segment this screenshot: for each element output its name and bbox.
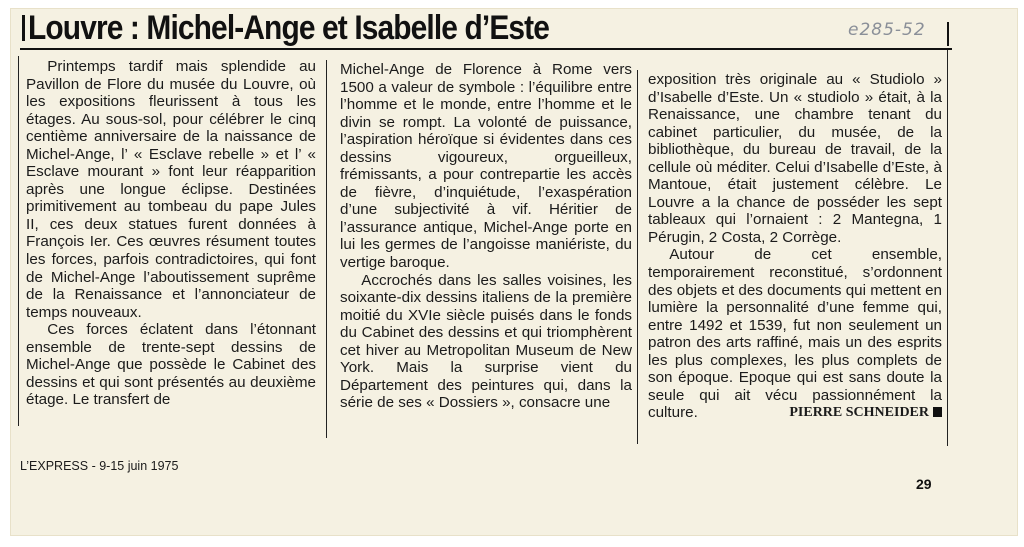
- column-rule-1: [326, 60, 327, 438]
- headline-right-bar: [947, 22, 949, 46]
- headline-left-bar: [22, 15, 25, 41]
- headline-rule: [20, 48, 952, 50]
- author-byline: [768, 404, 942, 422]
- article-paragraph: Ces forces éclatent dans l’étonnant ensemble de trente-sept dessins de Michel-Ange que possède le Cabinet des dessins et qui sont présentés au deuxième étage. Le transfert de: [26, 321, 316, 409]
- publication-source: L’EXPRESS - 9-15 juin 1975: [20, 459, 179, 473]
- column-rule-right: [947, 50, 948, 446]
- article-column-1: [26, 58, 316, 409]
- article-column-2: [340, 61, 632, 412]
- article-paragraph: Accrochés dans les salles voisines, les soixante-dix dessins italiens de la première moitié du XVIe siècle puisés dans le fonds du Cabinet des dessins et qui triomphèrent cet hiver au Metropolitan Museum de New York. Mais la surprise vient du Département des peintures qui, dans la série de ses « Dossiers », consacre une: [340, 271, 632, 412]
- column-rule-2: [637, 70, 638, 444]
- article-column-3: [648, 71, 942, 422]
- archive-reference-note: e285-52: [848, 20, 926, 40]
- author-name: PIERRE SCHNEIDER: [789, 405, 929, 421]
- page-number: 29: [916, 476, 932, 492]
- article-paragraph: [648, 246, 942, 421]
- article-paragraph: Michel-Ange de Florence à Rome vers 1500 a valeur de symbole : l’équilibre entre l’homme et le monde, entre l’homme et le divin se rompt. La volonté de puissance, l’aspiration héroïque si évidentes dans ces dessins vigoureux, orgueilleux, frémissants, a pour contrepartie les accès de fièvre, d’inquiétude, l’exaspération d’une subjectivité à vif. Héritier de l’assurance antique, Michel-Ange porte en lui les germes de l’angoisse maniériste, du vertige baroque.: [340, 61, 632, 272]
- article-paragraph: Printemps tardif mais splendide au Pavillon de Flore du musée du Louvre, où les expositions fleurissent à tous les étages. Au sous-sol, pour célébrer le cinq centième anniversaire de la naissance de Michel-Ange, l’ « Esclave rebelle » et l’ « Esclave mourant » font leur réapparition après une longue éclipse. Destinées primitivement au tombeau du pape Jules II, ces deux statues furent données à François Ier. Ces œuvres résument toutes les forces, parfois contradictoires, qui font de Michel-Ange l’aboutissement suprême de la Renaissance et l’annonciateur de temps nouveaux.: [26, 58, 316, 321]
- column-rule-left: [18, 56, 19, 426]
- article-paragraph: exposition très originale au « Studiolo » d’Isabelle d’Este. Un « studiolo » était, à la Renaissance, une chambre tenant du cabinet particulier, du musée, de la bibliothèque, du bureau de travail, de la cellule où méditer. Celui d’Isabelle d’Este, à Mantoue, était justement célèbre. Le Louvre a la chance de posséder les sept tableaux qui l’ornaient : 2 Mantegna, 1 Pérugin, 2 Costa, 2 Corrège.: [648, 71, 942, 246]
- end-mark-square-icon: [933, 407, 942, 417]
- article-paragraph-text: Autour de cet ensemble, temporairement reconstitué, s’ordonnent des objets et des documents qui mettent en lumière la personnalité d’une femme qui, entre 1492 et 1539, fut non seulement un patron des arts raffiné, mais un des esprits les plus complexes, les plus complets de son époque. Epoque qui est sans doute la seule qui ait vécu passionnément la culture.: [648, 246, 942, 422]
- headline: Louvre : Michel-Ange et Isabelle d’Este: [28, 9, 550, 47]
